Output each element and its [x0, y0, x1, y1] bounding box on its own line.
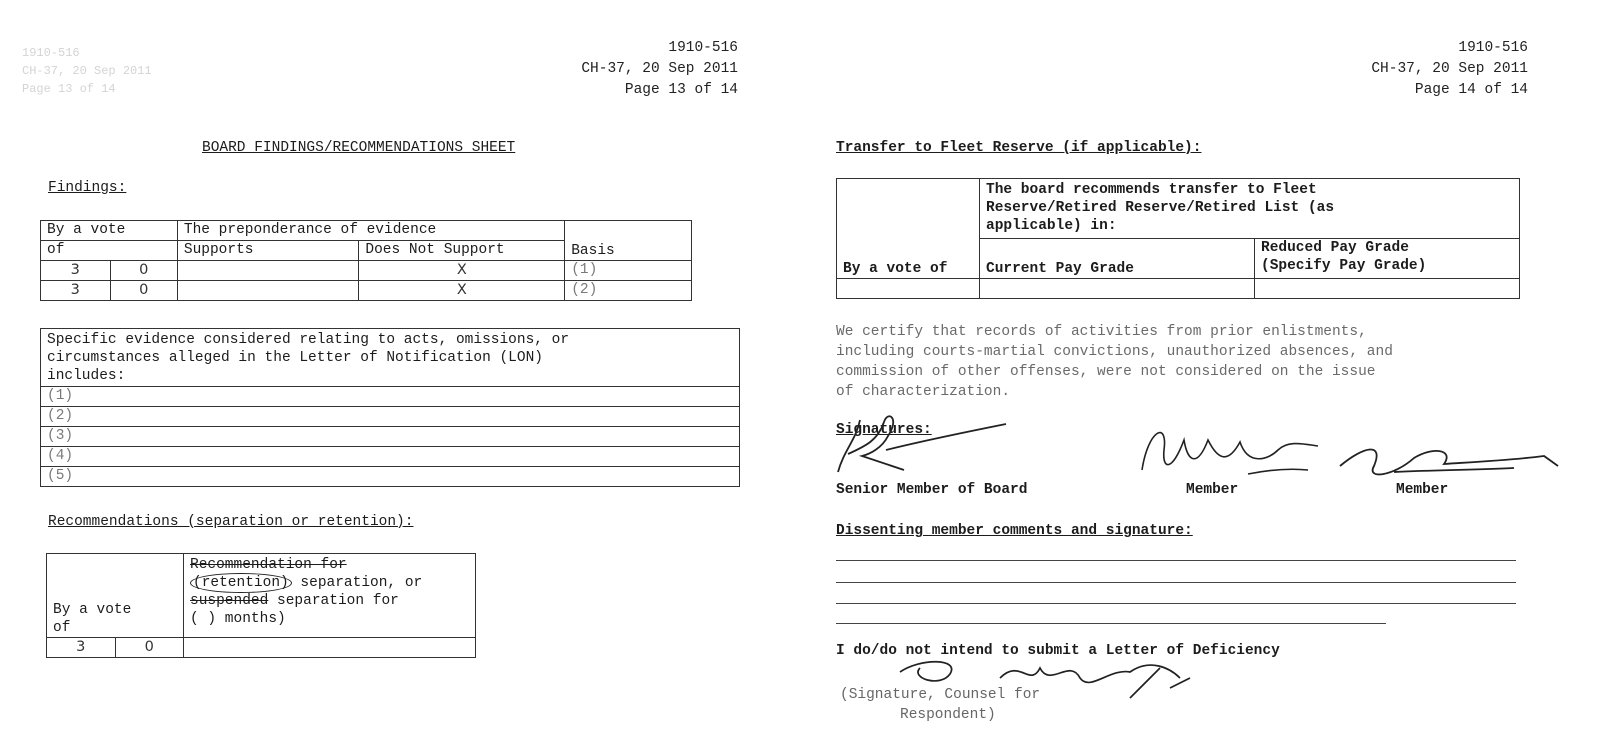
evidence-item: (5)	[41, 467, 740, 487]
preponderance-header: The preponderance of evidence	[177, 221, 564, 241]
member-label-1: Member	[1186, 482, 1239, 498]
dissent-line	[836, 582, 1516, 583]
evidence-item: (1)	[41, 387, 740, 407]
page-header	[480, 38, 738, 101]
evidence-box: Specific evidence considered relating to acts, omissions, or circumstances alleged in the Letter of Notification (LON) includes: (1) (2) (3) (4) (5)	[40, 328, 740, 487]
recommendation-table: By a vote of Recommendation for (retention) separation, or suspended separation for ( ) months) 3 0	[46, 553, 476, 658]
sheet-title: BOARD FINDINGS/RECOMMENDATIONS SHEET	[202, 140, 516, 156]
signatures-label: Signatures:	[836, 422, 932, 438]
transfer-label: Transfer to Fleet Reserve (if applicable):	[836, 140, 1202, 156]
supports-cell	[177, 281, 359, 301]
change-date: CH-37, 20 Sep 2011	[581, 61, 738, 77]
transfer-table: By a vote of The board recommends transfer to Fleet Reserve/Retired Reserve/Retired List (as applicable) in: Current Pay Grade Reduced Pay Grade (Specify Pay Grade)	[836, 178, 1520, 299]
doc-number: 1910-516	[1458, 40, 1528, 56]
page-number: Page 13 of 14	[624, 82, 738, 98]
does-not-support-header: Does Not Support	[359, 241, 565, 261]
dissent-label: Dissenting member comments and signature:	[836, 523, 1193, 539]
table-row	[41, 261, 692, 281]
senior-member-signature	[826, 410, 1016, 490]
vote-against: 0	[110, 281, 177, 301]
findings-label: Findings:	[48, 180, 127, 196]
findings-table	[40, 220, 692, 301]
member-1-signature	[1128, 420, 1328, 490]
table-row	[41, 281, 692, 301]
member-label-2: Member	[1396, 482, 1449, 498]
doc-number: 1910-516	[668, 40, 738, 56]
basis-cell: (1)	[565, 261, 692, 281]
page-number: Page 14 of 14	[1414, 82, 1528, 98]
does-not-support-mark: X	[359, 281, 565, 301]
evidence-item: (4)	[41, 447, 740, 467]
vote-header: By a vote	[41, 221, 178, 241]
table-row	[47, 638, 476, 658]
recommendations-label: Recommendations (separation or retention):	[48, 514, 414, 530]
vote-for: 3	[41, 281, 111, 301]
change-date: CH-37, 20 Sep 2011	[1371, 61, 1528, 77]
retention-circled: (retention)	[190, 573, 292, 593]
letter-of-deficiency-statement: I do/do not intend to submit a Letter of Deficiency	[836, 643, 1280, 659]
vote-against: 0	[110, 261, 177, 281]
table-row	[837, 279, 1520, 299]
recommendation-word: Recommendation for	[190, 557, 347, 573]
page-header	[1270, 38, 1528, 101]
by-vote-header: By a vote of	[837, 179, 980, 279]
dissent-line	[836, 623, 1386, 624]
senior-member-label: Senior Member of Board	[836, 482, 1028, 498]
supports-header: Supports	[177, 241, 359, 261]
counsel-signature-caption: (Signature, Counsel for Respondent)	[840, 687, 1041, 723]
current-pay-grade-header: Current Pay Grade	[980, 239, 1255, 279]
bleed-through-header: 1910-516 CH-37, 20 Sep 2011 Page 13 of 14	[22, 46, 152, 96]
vote-for: 3	[47, 638, 116, 658]
supports-cell	[177, 261, 359, 281]
suspended-struck: suspended	[190, 593, 269, 609]
basis-cell: (2)	[565, 281, 692, 301]
reduced-pay-grade-header: Reduced Pay Grade (Specify Pay Grade)	[1255, 239, 1520, 279]
does-not-support-mark: X	[359, 261, 565, 281]
vote-header-of: of	[41, 241, 178, 261]
dissent-line	[836, 560, 1516, 561]
vote-for: 3	[41, 261, 111, 281]
basis-header: Basis	[565, 221, 692, 261]
vote-against: 0	[115, 638, 184, 658]
dissent-line	[836, 603, 1516, 604]
member-2-signature	[1334, 436, 1574, 496]
certification-text: We certify that records of activities from prior enlistments, including courts-martial convictions, unauthorized absences, and commission of other offenses, were not considered on the issue of characterization.	[836, 324, 1393, 400]
evidence-item: (3)	[41, 427, 740, 447]
evidence-item: (2)	[41, 407, 740, 427]
